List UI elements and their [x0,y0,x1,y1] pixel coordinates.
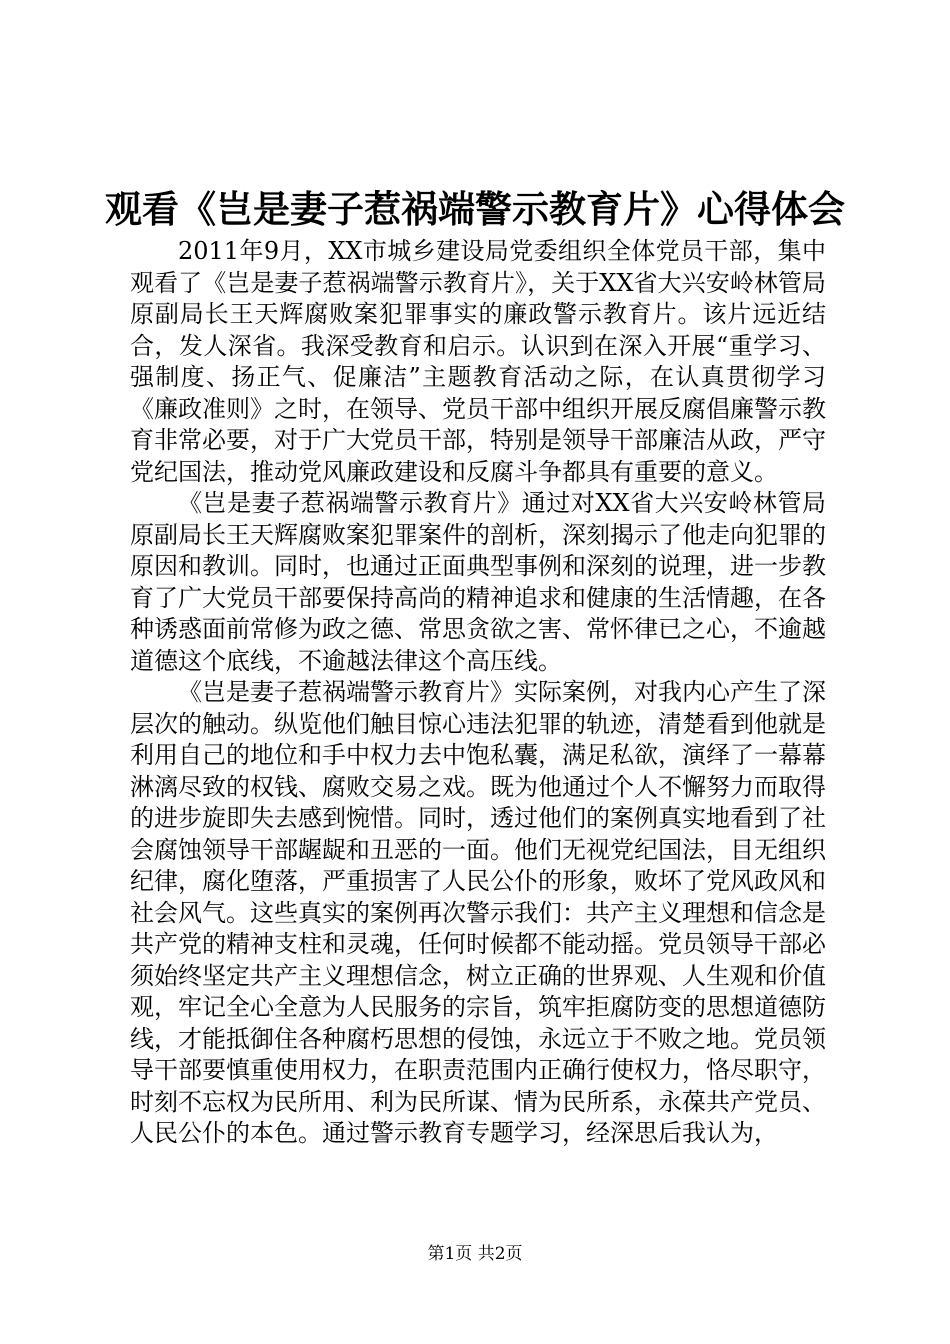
page-number-footer: 第1页 共2页 [427,1244,523,1264]
paragraph-1: 2011年9月，XX市城乡建设局党委组织全体党员干部，集中观看了《岂是妻子惹祸端警示教育片》，关于XX省大兴安岭林管局原副局长王天辉腐败案犯罪事实的廉政警示教育片。该片远近结合，发人深省。我深受教育和启示。认识到在深入开展“重学习、强制度、扬正气、促廉洁”主题教育活动之际，在认真贯彻学习《廉政准则》之时，在领导、党员干部中组织开展反腐倡廉警示教育非常必要，对于广大党员干部，特别是领导干部廉洁从政，严守党纪国法，推动党风廉政建设和反腐斗争都具有重要的意义。 [130,237,826,486]
paragraph-3: 《岂是妻子惹祸端警示教育片》实际案例，对我内心产生了深层次的触动。纵览他们触目惊心违法犯罪的轨迹，清楚看到他就是利用自己的地位和手中权力去中饱私囊，满足私欲，演绎了一幕幕淋漓尽致的权钱、腐败交易之戏。既为他通过个人不懈努力而取得的进步旋即失去感到惋惜。同时，透过他们的案例真实地看到了社会腐蚀领导干部龌龊和丑恶的一面。他们无视党纪国法，目无组织纪律，腐化堕落，严重损害了人民公仆的形象，败坏了党风政风和社会风气。这些真实的案例再次警示我们：共产主义理想和信念是共产党的精神支柱和灵魂，任何时候都不能动摇。党员领导干部必须始终坚定共产主义理想信念，树立正确的世界观、人生观和价值观，牢记全心全意为人民服务的宗旨，筑牢拒腐防变的思想道德防线，才能抵御住各种腐朽思想的侵蚀，永远立于不败之地。党员领导干部要慎重使用权力，在职责范围内正确行使权力，恪尽职守，时刻不忘权为民所用、利为民所谋、情为民所系，永葆共产党员、人民公仆的本色。通过警示教育专题学习，经深思后我认为， [130,678,826,1147]
document-title: 观看《岂是妻子惹祸端警示教育片》心得体会 [105,187,845,231]
paragraph-2: 《岂是妻子惹祸端警示教育片》通过对XX省大兴安岭林管局原副局长王天辉腐败案犯罪案件的剖析，深刻揭示了他走向犯罪的原因和教训。同时，也通过正面典型事例和深刻的说理，进一步教育了广大党员干部要保持高尚的精神追求和健康的生活情趣，在各种诱惑面前常修为政之德、常思贪欲之害、常怀律已之心，不逾越道德这个底线，不逾越法律这个高压线。 [130,489,826,675]
document-body [130,236,826,1150]
